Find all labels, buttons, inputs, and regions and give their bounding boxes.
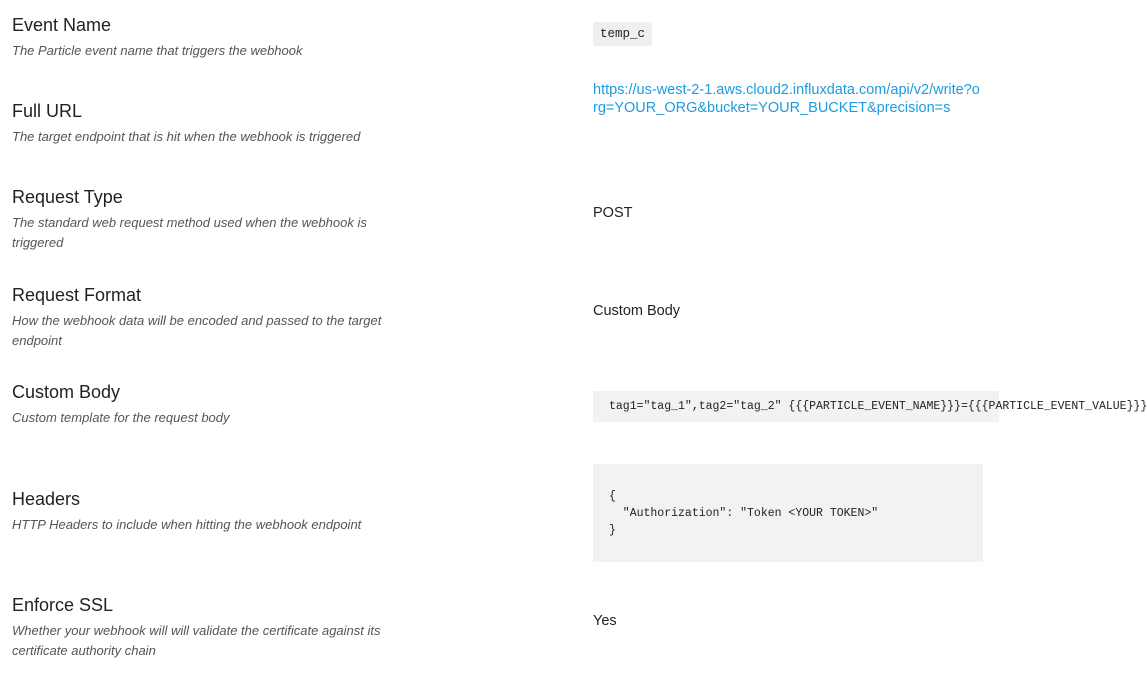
custom-body-code[interactable]: tag1="tag_1",tag2="tag_2" {{{PARTICLE_EVENT_NAME}}}={{{PARTICLE_EVENT_VALUE}}} [593, 391, 999, 422]
field-description: How the webhook data will be encoded and passed to the target endpoint [12, 313, 382, 348]
field-enforce-ssl [12, 594, 412, 661]
field-event-name [12, 14, 412, 61]
enforce-ssl-value: Yes [593, 613, 617, 629]
field-headers [12, 488, 412, 535]
field-request-format [12, 284, 412, 351]
field-custom-body [12, 381, 412, 428]
field-label: Headers [12, 489, 81, 509]
field-description: The standard web request method used when the webhook is triggered [12, 215, 367, 250]
event-name-value-container [593, 22, 983, 46]
request-type-value: POST [593, 205, 633, 221]
field-label: Enforce SSL [12, 595, 114, 615]
field-description: Whether your webhook will will validate the certificate against its certificate authority chain [12, 623, 381, 658]
request-format-value: Custom Body [593, 303, 681, 319]
field-full-url [12, 100, 412, 147]
headers-code[interactable]: { "Authorization": "Token <YOUR TOKEN>" } [593, 464, 983, 562]
full-url-link[interactable]: https://us-west-2-1.aws.cloud2.influxdata.com/api/v2/write?org=YOUR_ORG&bucket=YOUR_BUCKET&precision=s [593, 82, 980, 116]
field-label: Request Format [12, 285, 142, 305]
field-label: Custom Body [12, 382, 121, 402]
field-description: The Particle event name that triggers the webhook [12, 43, 303, 58]
field-description: The target endpoint that is hit when the webhook is triggered [12, 129, 361, 144]
field-label: Request Type [12, 187, 123, 207]
field-label: Full URL [12, 101, 83, 121]
field-request-type [12, 186, 412, 253]
field-description: HTTP Headers to include when hitting the webhook endpoint [12, 517, 362, 532]
field-label: Event Name [12, 15, 112, 35]
field-description: Custom template for the request body [12, 410, 230, 425]
event-name-value: temp_c [593, 22, 652, 46]
